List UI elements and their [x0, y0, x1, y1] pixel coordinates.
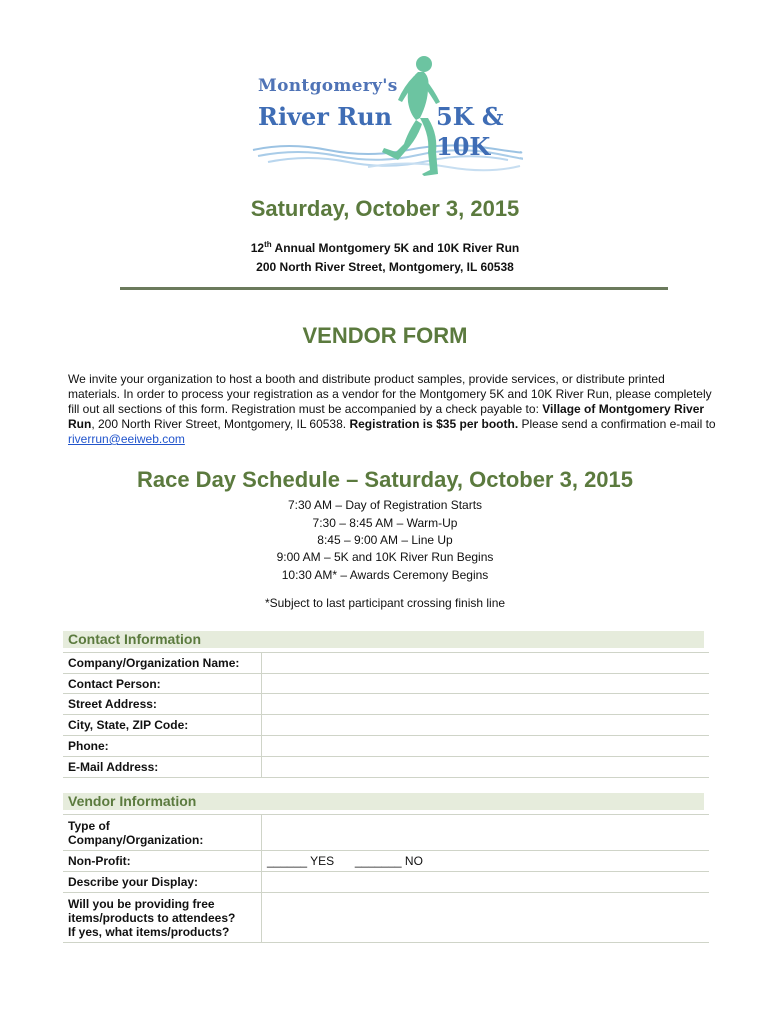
form-title: VENDOR FORM [302, 323, 468, 348]
company-name-field[interactable] [262, 653, 710, 674]
phone-label: Phone: [63, 736, 262, 757]
annual-superscript: th [264, 240, 272, 249]
logo-title-10k: 10K [436, 132, 491, 161]
email-link[interactable]: riverrun@eeiweb.com [68, 432, 185, 446]
event-annual-line [0, 240, 770, 255]
email-address-field[interactable] [262, 757, 710, 778]
free-items-label-line1: Will you be providing free [68, 896, 215, 911]
table-row [63, 674, 709, 694]
event-address: 200 North River Street, Montgomery, IL 60538 [256, 260, 514, 274]
logo-title-line1: Montgomery's [258, 76, 398, 96]
non-profit-no-option[interactable]: _______ NO [354, 854, 423, 868]
non-profit-yes-option[interactable]: ______ YES [267, 854, 335, 868]
non-profit-options [262, 851, 710, 872]
table-row [63, 893, 709, 943]
event-date-heading: Saturday, October 3, 2015 [250, 196, 520, 221]
schedule-item: 8:45 – 9:00 AM – Line Up [317, 533, 453, 547]
intro-paragraph [68, 372, 718, 447]
org-type-label-line1: Type of [68, 818, 110, 833]
contact-section-header [63, 631, 704, 648]
street-address-field[interactable] [262, 694, 710, 715]
city-state-zip-field[interactable] [262, 715, 710, 736]
vendor-table [63, 814, 709, 943]
table-row [63, 736, 709, 757]
phone-field[interactable] [262, 736, 710, 757]
intro-text-2: , 200 North River Street, Montgomery, IL 60538. [91, 417, 350, 431]
schedule-title: Race Day Schedule – Saturday, October 3, 2015 [136, 467, 634, 492]
table-row [63, 815, 709, 851]
display-label: Describe your Display: [63, 872, 262, 893]
table-row [63, 715, 709, 736]
street-address-label: Street Address: [63, 694, 262, 715]
org-type-field[interactable] [262, 815, 710, 851]
table-row [63, 851, 709, 872]
logo-title-line2: River Run [258, 102, 393, 131]
table-row [63, 694, 709, 715]
schedule-item: 9:00 AM – 5K and 10K River Run Begins [276, 550, 494, 564]
city-state-zip-label: City, State, ZIP Code: [63, 715, 262, 736]
schedule-item: 7:30 AM – Day of Registration Starts [287, 498, 483, 512]
org-type-label [63, 815, 262, 851]
table-row [63, 872, 709, 893]
vendor-section-title: Vendor Information [68, 793, 197, 809]
company-name-label: Company/Organization Name: [63, 653, 262, 674]
annual-title: Annual Montgomery 5K and 10K River Run [271, 241, 520, 255]
header-divider [120, 287, 668, 290]
intro-fee: Registration is $35 per booth. [349, 417, 519, 431]
contact-person-label: Contact Person: [63, 674, 262, 694]
contact-table [63, 652, 709, 778]
logo-title-5k: 5K & [436, 102, 504, 131]
contact-section-title: Contact Information [68, 631, 201, 647]
table-row [63, 653, 709, 674]
free-items-label-line2: items/products to attendees? [68, 910, 236, 925]
free-items-field[interactable] [262, 893, 710, 943]
vendor-section-header [63, 793, 704, 810]
table-row [63, 757, 709, 778]
intro-payee: Village of Montgomery River Run [68, 402, 705, 431]
free-items-label-line3: If yes, what items/products? [68, 924, 230, 939]
non-profit-label: Non-Profit: [63, 851, 262, 872]
schedule-item: 7:30 – 8:45 AM – Warm-Up [312, 516, 458, 530]
river-run-logo [248, 52, 528, 182]
intro-text-3: Please send a confirmation e-mail to [518, 417, 716, 431]
annual-number: 12 [250, 241, 265, 255]
free-items-label [63, 893, 262, 943]
schedule-note: *Subject to last participant crossing finish line [264, 596, 506, 610]
schedule-item: 10:30 AM* – Awards Ceremony Begins [281, 568, 489, 582]
display-field[interactable] [262, 872, 710, 893]
intro-text-1: We invite your organization to host a booth and distribute product samples, provide services, or distribute printed materials. In order to process your registration as a vendor for the Montgomery 5K and 10K River Run, please completely fill out all sections of this form. Registration must be accompanied by a check payable to: [68, 372, 712, 416]
email-address-label: E-Mail Address: [63, 757, 262, 778]
org-type-label-line2: Company/Organization: [68, 832, 204, 847]
contact-person-field[interactable] [262, 674, 710, 694]
